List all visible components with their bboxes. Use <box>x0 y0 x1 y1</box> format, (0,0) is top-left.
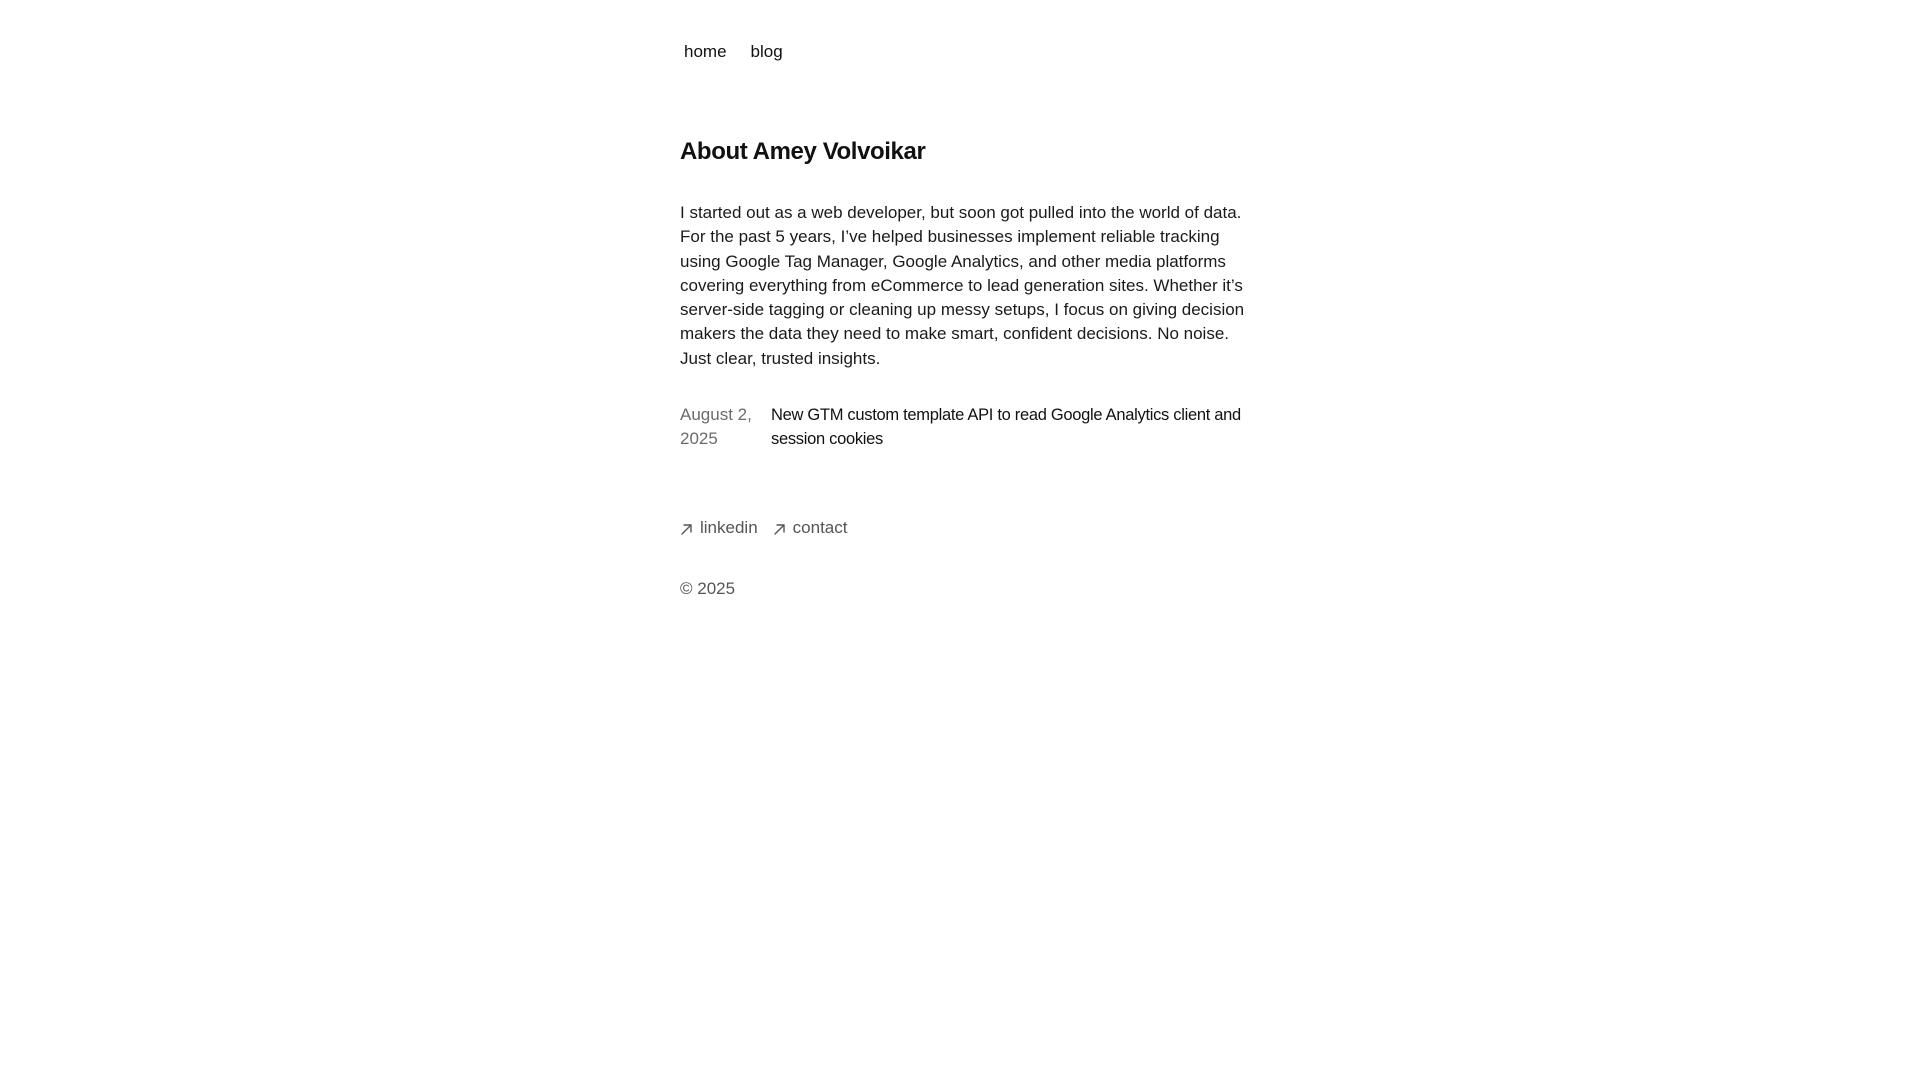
top-nav <box>684 42 783 62</box>
nav-home-link[interactable]: home <box>684 42 727 61</box>
post-list <box>680 403 1264 452</box>
copyright: © 2025 <box>680 579 736 598</box>
bio-paragraph: I started out as a web developer, but soon got pulled into the world of data. For the past 5 years, I’ve helped businesses implement reliable tracking using Google Tag Manager, Google Analytics, and other media platforms covering everything from eCommerce to lead generation sites. Whether it’s server-side tagging or cleaning up messy setups, I focus on giving decision makers the data they need to make smart, confident decisions. No noise. Just clear, trusted insights. <box>680 203 1245 368</box>
footer-links <box>680 518 847 538</box>
linkedin-link[interactable] <box>680 518 758 538</box>
linkedin-label: linkedin <box>700 518 758 537</box>
post-date: August 2, 2025 <box>680 405 752 449</box>
post-row <box>680 403 1264 452</box>
nav-blog-link[interactable]: blog <box>750 42 783 61</box>
contact-label: contact <box>792 518 848 537</box>
arrow-up-right-icon <box>680 523 693 536</box>
post-title-link[interactable]: New GTM custom template API to read Google Analytics client and session cookies <box>771 406 1241 449</box>
arrow-up-right-icon <box>773 523 786 536</box>
page-title: About Amey Volvoikar <box>680 138 926 165</box>
contact-link[interactable] <box>773 518 848 538</box>
